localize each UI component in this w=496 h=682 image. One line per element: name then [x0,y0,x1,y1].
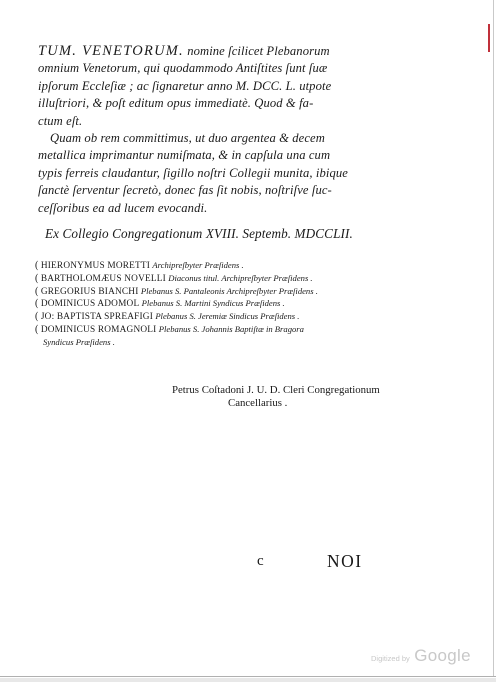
page-edge-bottom [0,676,496,677]
chancellor-line-1: Petrus Coſtadoni J. U. D. Cleri Congregationum [172,384,380,396]
signatory-name: JO: BAPTISTA SPREAFIGI [40,312,153,323]
signatory-title: Syndicus Præſidens . [43,336,115,347]
body-line-text: illuſtriori, & poſt editum opus immediatè. Quod & fa- [38,96,314,111]
signatory-row [35,311,475,324]
body-line [38,200,458,217]
brace-mark: ( [35,285,41,297]
signatory-row [35,298,475,311]
page-edge-mark [488,24,490,52]
body-line-text: ſanctè ſerventur ſecretò, donec fas ſit nobis, noſtriſve ſuc- [38,183,332,198]
body-line-text: ceſſoribus ea ad lucem evocandi. [38,200,208,215]
body-line-text: nomine ſcilicet Plebanorum [183,44,330,58]
body-line-text: omnium Venetorum, qui quodammodo Antiſtites ſunt ſuæ [38,61,328,76]
signatory-name: HIERONYMUS MORETTI [40,261,151,271]
signatory-title: Archipreſbyter Præſidens . [152,260,244,270]
body-line [38,165,458,182]
body-line [38,147,458,164]
signatory-title: Plebanus S. Martini Syndicus Præſidens . [141,298,285,309]
body-line [38,78,458,95]
watermark-brand: Google [414,646,471,665]
brace-mark: ( [35,260,41,271]
body-line [38,60,458,77]
body-line-text: ipſorum Eccleſiæ ; ac ſignaretur anno M. DCC. L. utpote [38,78,332,93]
body-paragraphs [38,43,458,217]
signatory-row [35,286,475,299]
signatory-name: BARTHOLOMÆUS NOVELLI [40,273,166,284]
signature-mark: c [257,553,264,569]
body-line [38,95,458,112]
catchword: NOI [327,551,363,571]
body-line [38,182,458,199]
body-line [38,43,458,60]
page-edge-right [493,0,494,676]
brace-mark: ( [35,311,41,323]
watermark-prefix: Digitized by [371,654,410,663]
body-line-text: metallica imprimantur numiſmata, & in capſula una cum [38,148,331,163]
signatory-title: Diaconus titul. Archipreſbyter Præſidens . [168,272,313,283]
signatory-list [35,260,475,350]
google-watermark [371,646,471,666]
signatory-row [35,324,475,337]
body-line-text: Quam ob rem committimus, ut duo argentea & decem [50,131,325,146]
signatory-row [35,260,475,273]
body-line-text: ctum eſt. [38,113,83,128]
brace-mark: ( [35,272,41,284]
chancellor-line-2: Cancellarius . [228,397,288,410]
body-line-caps: TUM. VENETORUM. [38,43,184,59]
brace-mark: ( [35,323,41,335]
bottom-scan-stripe [0,678,496,682]
signatory-name: GREGORIUS BIANCHI [40,286,139,297]
signatory-title: Plebanus S. Jeremiæ Sindicus Præſidens . [155,311,300,322]
signatory-name: DOMINICUS ROMAGNOLI [40,324,157,335]
brace-mark: ( [35,298,41,310]
signatory-title: Plebanus S. Pantaleonis Archipreſbyter Præſidens . [140,285,318,296]
body-line-text: typis ferreis claudantur, ſigillo noſtri Collegii munita, ibique [38,165,348,180]
signatory-title: Plebanus S. Johannis Baptiſtæ in Bragora [158,323,304,334]
date-line: Ex Collegio Congregationum XVIII. Septemb. MDCCLII. [45,226,353,241]
signatory-row [35,273,475,286]
body-line [38,113,458,130]
body-line [38,130,458,147]
chancellor-signature [172,384,380,411]
signatory-name: DOMINICUS ADOMOL [40,299,140,310]
signatory-continuation [35,337,475,350]
